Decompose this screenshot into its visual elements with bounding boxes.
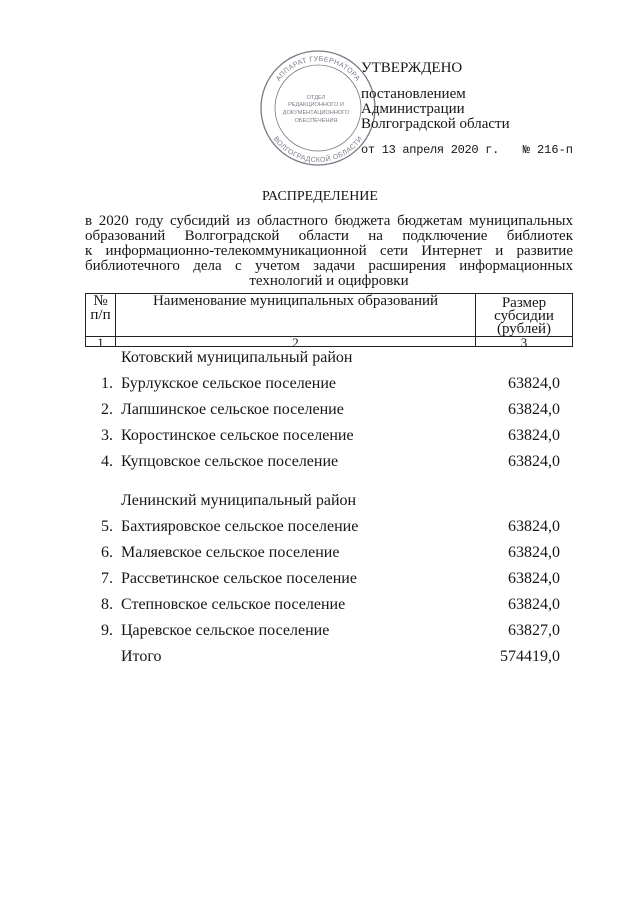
table-row	[85, 423, 573, 449]
total-amount: 574419,0	[500, 648, 560, 665]
subsidy-amount: 63824,0	[508, 596, 560, 613]
seal-stamp	[258, 48, 378, 168]
header-amount-line: Размер	[501, 295, 547, 311]
approval-number: № 216-п	[522, 143, 573, 157]
table-row	[85, 514, 573, 540]
seal-ring-top-path: АППАРАТ ГУБЕРНАТОРА	[275, 55, 361, 83]
row-number: 2.	[101, 401, 113, 418]
group-name: Ленинский муниципальный район	[121, 492, 357, 509]
approval-lines	[361, 87, 573, 132]
approval-date-line	[361, 142, 573, 158]
header-amount-line: (рублей)	[496, 321, 552, 337]
seal-ring-bottom-path: ВОЛГОГРАДСКОЙ ОБЛАСТИ	[271, 135, 365, 165]
table-row	[85, 566, 573, 592]
municipality-name: Маляевское сельское поселение	[121, 544, 340, 561]
subsidy-amount: 63824,0	[508, 427, 560, 444]
subtitle-line: технологий и оцифровки	[249, 273, 409, 289]
column-number: 2	[116, 337, 476, 346]
table-header	[85, 293, 573, 347]
group-header	[85, 488, 573, 514]
table-row	[85, 449, 573, 475]
total-row	[85, 644, 573, 670]
municipality-name: Лапшинское сельское поселение	[121, 401, 344, 418]
header-name-text: Наименование муниципальных образований	[152, 294, 439, 309]
table-row	[85, 618, 573, 644]
header-amount-line: субсидии	[494, 308, 554, 324]
approved-heading: УТВЕРЖДЕНО	[361, 60, 463, 76]
approval-line: Волгоградской области	[361, 116, 510, 132]
seal-center-line: РЕДАКЦИОННОГО И	[288, 102, 344, 108]
subtitle-line: библиотечного дела с учетом задачи расширения информационных	[85, 258, 573, 274]
subsidy-amount: 63824,0	[508, 453, 560, 470]
seal-center-line: ОТДЕЛ	[306, 95, 326, 101]
table-row	[85, 371, 573, 397]
subsidy-amount: 63824,0	[508, 544, 560, 561]
column-number: 1	[86, 337, 116, 346]
group-name: Котовский муниципальный район	[121, 349, 353, 366]
approval-line: постановлением	[361, 86, 466, 102]
row-number: 8.	[101, 596, 113, 613]
approval-line: Администрации	[361, 101, 465, 117]
seal-outer-ring	[261, 51, 375, 165]
table-row	[85, 540, 573, 566]
approval-block	[361, 58, 573, 158]
row-number: 9.	[101, 622, 113, 639]
group-header	[85, 345, 573, 371]
group-spacer	[85, 475, 573, 488]
municipality-name: Бурлукское сельское поселение	[121, 375, 337, 392]
municipality-name: Купцовское сельское поселение	[121, 453, 339, 470]
table-body	[85, 345, 573, 670]
seal-ring-text-bottom	[272, 136, 364, 164]
subsidy-amount: 63824,0	[508, 518, 560, 535]
seal-center-line: ОБЕСПЕЧЕНИЯ	[294, 118, 338, 124]
row-number: 5.	[101, 518, 113, 535]
total-label: Итого	[121, 648, 162, 665]
municipality-name: Рассветинское сельское поселение	[121, 570, 357, 587]
subsidy-amount: 63824,0	[508, 375, 560, 392]
header-name	[116, 294, 476, 337]
subsidy-amount: 63824,0	[508, 570, 560, 587]
row-number: 7.	[101, 570, 113, 587]
document-subtitle	[85, 214, 573, 289]
header-amount	[476, 294, 572, 337]
approval-date: от 13 апреля 2020 г.	[361, 143, 500, 157]
municipality-name: Бахтияровское сельское поселение	[121, 518, 359, 535]
row-number: 3.	[101, 427, 113, 444]
header-number-line: п/п	[90, 307, 111, 323]
subsidy-amount: 63827,0	[508, 622, 560, 639]
column-number: 3	[520, 337, 528, 346]
row-number: 6.	[101, 544, 113, 561]
header-number-line: №	[93, 294, 108, 309]
row-number: 4.	[101, 453, 113, 470]
subtitle-line: к информационно-телекоммуникационной сети Интернет и развитие	[85, 243, 573, 259]
subsidy-amount: 63824,0	[508, 401, 560, 418]
seal-center-line: ДОКУМЕНТАЦИОННОГО	[282, 110, 350, 116]
row-number: 1.	[101, 375, 113, 392]
seal-inner-ring	[275, 65, 361, 151]
municipality-name: Степновское сельское поселение	[121, 596, 346, 613]
table-row	[85, 397, 573, 423]
municipality-name: Царевское сельское поселение	[121, 622, 330, 639]
subtitle-line: в 2020 году субсидий из областного бюджета бюджетам муниципальных	[85, 213, 573, 229]
document-title: РАСПРЕДЕЛЕНИЕ	[262, 189, 378, 204]
municipality-name: Коростинское сельское поселение	[121, 427, 354, 444]
table-row	[85, 592, 573, 618]
header-number	[86, 294, 116, 337]
subtitle-line: образований Волгоградской области на подключение библиотек	[85, 228, 573, 244]
